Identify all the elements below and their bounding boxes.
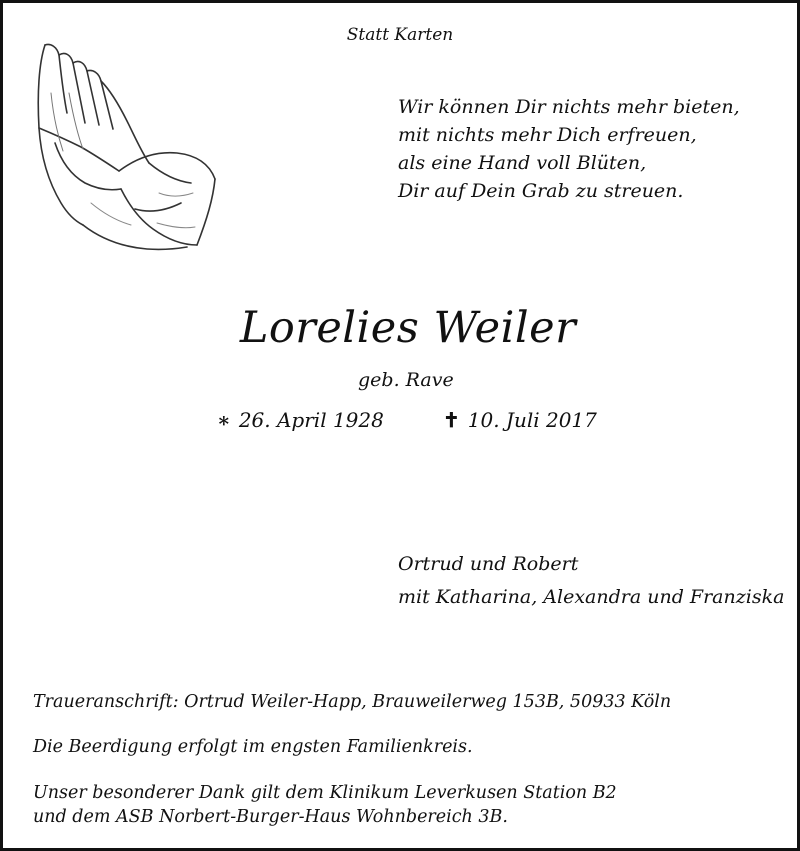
thanks-line: Unser besonderer Dank gilt dem Klinikum Leverkusen Station B2 xyxy=(33,783,617,803)
thanks-line: und dem ASB Norbert-Burger-Haus Wohnbereich 3B. xyxy=(33,807,508,827)
thanks-note xyxy=(33,781,617,829)
praying-hands-icon xyxy=(31,33,221,258)
mourners xyxy=(398,548,784,614)
poem-line: als eine Hand voll Blüten, xyxy=(398,152,647,174)
death-date: 10. Juli 2017 xyxy=(467,408,597,432)
deceased-name: Lorelies Weiler xyxy=(239,303,577,353)
cross-icon: ✝ xyxy=(443,408,460,432)
birth-date: 26. April 1928 xyxy=(238,408,384,432)
death-info xyxy=(443,408,597,432)
header-text: Statt Karten xyxy=(346,25,454,45)
mourning-address: Traueranschrift: Ortrud Weiler-Happ, Brauweilerweg 153B, 50933 Köln xyxy=(33,692,672,712)
mourner-line: mit Katharina, Alexandra und Franziska xyxy=(398,586,785,608)
poem-line: Dir auf Dein Grab zu streuen. xyxy=(398,180,684,202)
poem xyxy=(398,93,740,205)
mourner-line: Ortrud und Robert xyxy=(398,553,579,575)
poem-line: mit nichts mehr Dich erfreuen, xyxy=(398,124,697,146)
poem-line: Wir können Dir nichts mehr bieten, xyxy=(398,96,740,118)
birth-info xyxy=(217,408,384,432)
birth-name: geb. Rave xyxy=(358,369,454,391)
birth-star-icon: ∗ xyxy=(217,408,231,432)
funeral-note: Die Beerdigung erfolgt im engsten Familienkreis. xyxy=(33,737,473,757)
